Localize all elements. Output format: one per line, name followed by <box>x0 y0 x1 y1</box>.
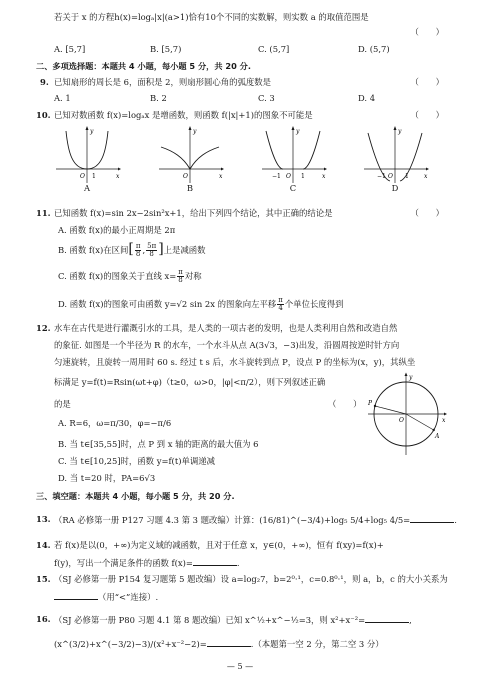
q12-water-wheel-figure <box>366 372 448 459</box>
q16-line1: （SJ 必修第一册 P80 习题 4.1 第 8 题改编）已知 x^½+x^−½=3，则 x²+x⁻²= , <box>54 615 412 625</box>
svg-text:y: y <box>398 128 402 135</box>
svg-text:x: x <box>322 173 326 180</box>
svg-text:A: A <box>435 433 440 440</box>
q12-line4: 标满足 y=f(t)=Rsin(ωt+φ)（t≥0，ω>0，|φ|<π/2），则下列叙述正确 <box>54 377 326 387</box>
q9-text: 已知扇形的周长是 6，面积是 2，则扇形圆心角的弧度数是 <box>54 77 271 87</box>
q12-number: 12. <box>36 323 51 333</box>
q15-answer-blank[interactable] <box>54 591 98 600</box>
q14-line1: 若 f(x)是以(0，+∞)为定义域的减函数，且对于任意 x，y∈(0，+∞)，恒有 f(xy)=f(x)+ <box>54 540 384 550</box>
q12-paren: （ ） <box>328 399 362 409</box>
q13-text: （RA 必修第一册 P127 习题 4.3 第 3 题改编）计算：(16/81)^(−3/4)+log₅ 5/4+log₅ 4/5= . <box>54 515 457 525</box>
q8-option-b: B. [5,7) <box>150 44 182 54</box>
q14-number: 14. <box>36 540 51 550</box>
svg-text:P: P <box>368 400 373 407</box>
svg-text:O: O <box>286 173 291 180</box>
svg-text:O: O <box>388 173 393 180</box>
q10-number: 10. <box>36 110 51 120</box>
q13-number: 13. <box>36 514 51 524</box>
axis-label-o: O <box>80 173 85 180</box>
q15-line2: （用“<”连接）. <box>54 591 158 603</box>
q16-number: 16. <box>36 614 51 624</box>
q8-option-d: D. (5,7) <box>358 44 390 54</box>
q11-option-a: A. 函数 f(x)的最小正周期是 2π <box>58 225 176 235</box>
q12-line3: 匀速旋转，且旋转一周用时 60 s. 经过 t s 后，水斗旋转到点 P，设点 P 的坐标为(x，y)，其纵坐 <box>54 357 416 367</box>
q15-line1: （SJ 必修第一册 P154 复习题第 5 题改编）设 a=log₂7，b=2⁰·¹，c=0.8⁰·¹，则 a，b，c 的大小关系为 <box>54 574 448 584</box>
svg-text:1: 1 <box>92 173 96 180</box>
q9-paren: （ ） <box>410 77 444 87</box>
q8-option-c: C. (5,7] <box>258 44 290 54</box>
q10-graph-b <box>155 125 225 194</box>
q10-graph-b-label: B <box>186 183 194 193</box>
q12-option-c: C. 当 t∈[10,25]时，函数 y=f(t)单调递减 <box>58 456 215 466</box>
q12-option-b: B. 当 t∈[35,55]时，点 P 到 x 轴的距离的最大值为 6 <box>58 439 259 449</box>
q12-line5: 的是 <box>54 399 71 409</box>
q11-number: 11. <box>36 208 51 218</box>
q11-option-d: D. 函数 f(x)的图象可由函数 y=√2 sin 2x 的图象向左平移 $\frac{\pi}{4}$ 个单位长度得到 <box>58 296 344 312</box>
page-number: — 5 — <box>226 662 254 671</box>
q10-graph-d <box>360 125 430 194</box>
q11-option-c: C. 函数 f(x)的图象关于直线 x= $\frac{\pi}{8}$ 对称 <box>58 268 202 284</box>
svg-text:x: x <box>424 173 428 180</box>
q14-answer-blank[interactable] <box>193 557 237 566</box>
q13-answer-blank[interactable] <box>410 514 454 523</box>
q10-graph-d-label: D <box>391 183 399 193</box>
section2-title: 二、多项选择题：本题共 4 小题，每小题 5 分，共 20 分. <box>36 61 251 71</box>
q16-answer-blank-1[interactable] <box>365 614 409 623</box>
q10-text: 已知对数函数 f(x)=logₐx 是增函数，则函数 f(|x|+1)的图象不可能是 <box>54 110 313 120</box>
q10-paren: （ ） <box>410 110 444 120</box>
q9-option-b: B. 2 <box>150 93 167 103</box>
svg-text:O: O <box>399 417 404 424</box>
q8-option-a: A. [5,7] <box>54 44 86 54</box>
svg-text:y: y <box>90 128 94 135</box>
q10-graph-c-label: C <box>289 183 297 193</box>
q9-number: 9. <box>40 77 49 87</box>
svg-text:−1: −1 <box>377 173 386 180</box>
q12-option-a: A. R=6，ω=π/30，φ=−π/6 <box>58 418 172 428</box>
q15-number: 15. <box>36 574 51 584</box>
svg-text:x: x <box>219 173 223 180</box>
q12-option-d: D. 当 t=20 时，PA=6√3 <box>58 473 156 483</box>
section3-title: 三、填空题：本题共 4 小题，每小题 5 分，共 20 分. <box>36 491 235 501</box>
q11-text: 已知函数 f(x)=sin 2x−2sin²x+1，给出下列四个结论，其中正确的结论是 <box>54 208 333 218</box>
q16-line2: (x^(3/2)+x^(−3/2)−3)/(x²+x⁻²−2)= .（本题第一空 2 分，第二空 3 分） <box>54 639 384 649</box>
svg-text:y: y <box>193 128 197 135</box>
q11-option-b: B. 函数 f(x)在区间[ $\frac{\pi}{8}$ , $\frac{5\pi}{8}$ ]上是减函数 <box>58 241 206 258</box>
svg-text:y: y <box>409 374 413 381</box>
q12-line1: 水车在古代是进行灌溉引水的工具，是人类的一项古老的发明，也是人类利用自然和改造自然 <box>54 323 398 333</box>
q16-answer-blank-2[interactable] <box>207 638 251 647</box>
svg-text:−1: −1 <box>272 173 281 180</box>
svg-text:1: 1 <box>405 173 409 180</box>
q10-graph-c <box>258 125 328 194</box>
q8-paren: （ ） <box>410 27 444 37</box>
q9-option-c: C. 3 <box>258 93 275 103</box>
q14-line2: f(y)，写出一个满足条件的函数 f(x)= . <box>54 558 240 568</box>
q12-line2: 的象征. 如图是一个半径为 R 的水车，一个水斗从点 A(3√3，−3)出发，沿圆周按逆时针方向 <box>54 340 400 350</box>
q9-option-a: A. 1 <box>54 93 71 103</box>
svg-text:O: O <box>183 173 188 180</box>
svg-text:x: x <box>442 417 446 424</box>
svg-text:1: 1 <box>301 173 305 180</box>
svg-text:y: y <box>296 128 300 135</box>
q10-graph-a <box>52 125 122 194</box>
q8-text: 若关于 x 的方程h(x)=logₐ|x|(a>1)恰有10个不同的实数解，则实数 a 的取值范围是 <box>54 12 369 22</box>
q11-paren: （ ） <box>410 208 444 218</box>
svg-text:x: x <box>116 173 120 180</box>
q10-graph-a-label: A <box>83 183 91 193</box>
q9-option-d: D. 4 <box>358 93 376 103</box>
